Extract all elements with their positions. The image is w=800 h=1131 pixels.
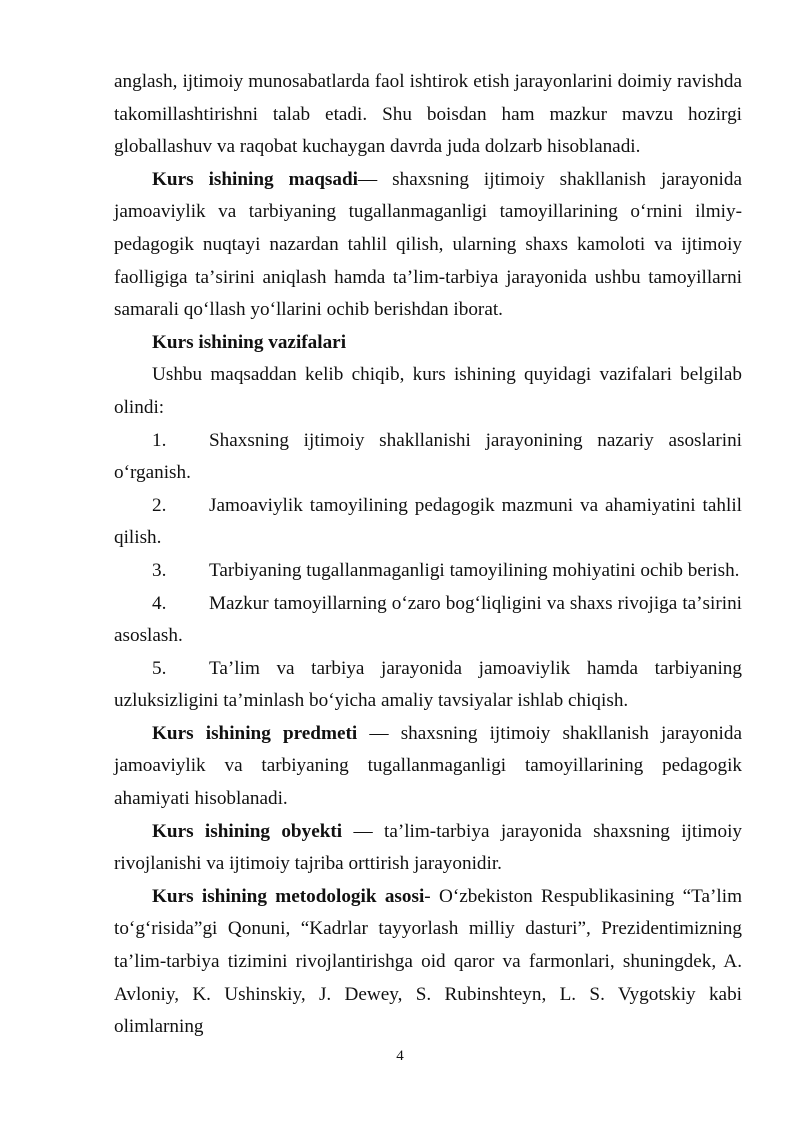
tasks-list [114, 425, 742, 718]
list-item [114, 653, 742, 718]
list-item [114, 425, 742, 490]
list-item-text: Taʼlim va tarbiya jarayonida jamoaviylik hamda tarbiyaning uzluksizligini taʼminlash boʻyicha amaliy tavsiyalar ishlab chiqish. [114, 657, 742, 712]
list-item-number: 1. [152, 429, 167, 451]
list-item [114, 555, 742, 588]
goal-label: Kurs ishining maqsadi [152, 168, 358, 190]
methodology-label: Kurs ishining metodologik asosi [152, 885, 425, 907]
list-item-text: Tarbiyaning tugallanmaganligi tamoyilining mohiyatini ochib berish. [209, 559, 740, 581]
subject-label: Kurs ishining predmeti [152, 722, 358, 744]
object-text: — taʼlim-tarbiya jarayonida shaxsning ijtimoiy rivojlanishi va ijtimoiy tajriba orttirish jarayonidir. [114, 820, 742, 875]
list-item-number: 2. [152, 494, 167, 516]
tasks-intro: Ushbu maqsaddan kelib chiqib, kurs ishining quyidagi vazifalari belgilab olindi: [114, 364, 742, 418]
list-item-text: Jamoaviylik tamoyilining pedagogik mazmuni va ahamiyatini tahlil qilish. [114, 494, 742, 549]
subject-text: — shaxsning ijtimoiy shakllanish jarayonida jamoaviylik va tarbiyaning tugallanmaganligi tamoyillarining pedagogik ahamiyati hisoblanadi. [114, 722, 742, 810]
methodology-paragraph [114, 881, 742, 1044]
page-number: 4 [396, 1048, 404, 1064]
subject-paragraph [114, 718, 742, 816]
tasks-heading: Kurs ishining vazifalari [152, 331, 347, 353]
document-page [114, 66, 742, 1044]
methodology-text: - Oʻzbekiston Respublikasining “Taʼlim toʻgʻrisida”gi Qonuni, “Kadrlar tayyorlash milliy dasturi”, Prezidentimizning taʼlim-tarbiya tizimini rivojlantirishga oid qaror va farmonlari, shuningdek, A. Avloniy, K. Ushinskiy, J. Dewey, S. Rubinshteyn, L. S. Vygotskiy kabi olimlarning [114, 885, 742, 1038]
list-item-text: Mazkur tamoyillarning oʻzaro bogʻliqligini va shaxs rivojiga taʼsirini asoslash. [114, 592, 742, 647]
list-item-number: 4. [152, 592, 167, 614]
object-label: Kurs ishining obyekti [152, 820, 343, 842]
list-item [114, 588, 742, 653]
intro-paragraph: anglash, ijtimoiy munosabatlarda faol ishtirok etish jarayonlarini doimiy ravishda takomillashtirishni talab etadi. Shu boisdan ham mazkur mavzu hozirgi globallashuv va raqobat kuchaygan davrda juda dolzarb hisoblanadi. [114, 71, 742, 158]
list-item-number: 5. [152, 657, 167, 679]
goal-text: — shaxsning ijtimoiy shakllanish jarayonida jamoaviylik va tarbiyaning tugallanmaganligi tamoyillarining oʻrnini ilmiy-pedagogik nuqtayi nazardan tahlil qilish, ularning shaxs kamoloti va ijtimoiy faolligiga taʼsirini aniqlash hamda taʼlim-tarbiya jarayonida ushbu tamoyillarni samarali qoʻllash yoʻllarini ochib berishdan iborat. [114, 168, 742, 321]
list-item-text: Shaxsning ijtimoiy shakllanishi jarayonining nazariy asoslarini oʻrganish. [114, 429, 742, 484]
list-item [114, 490, 742, 555]
list-item-number: 3. [152, 559, 167, 581]
object-paragraph [114, 816, 742, 881]
goal-paragraph [114, 164, 742, 327]
